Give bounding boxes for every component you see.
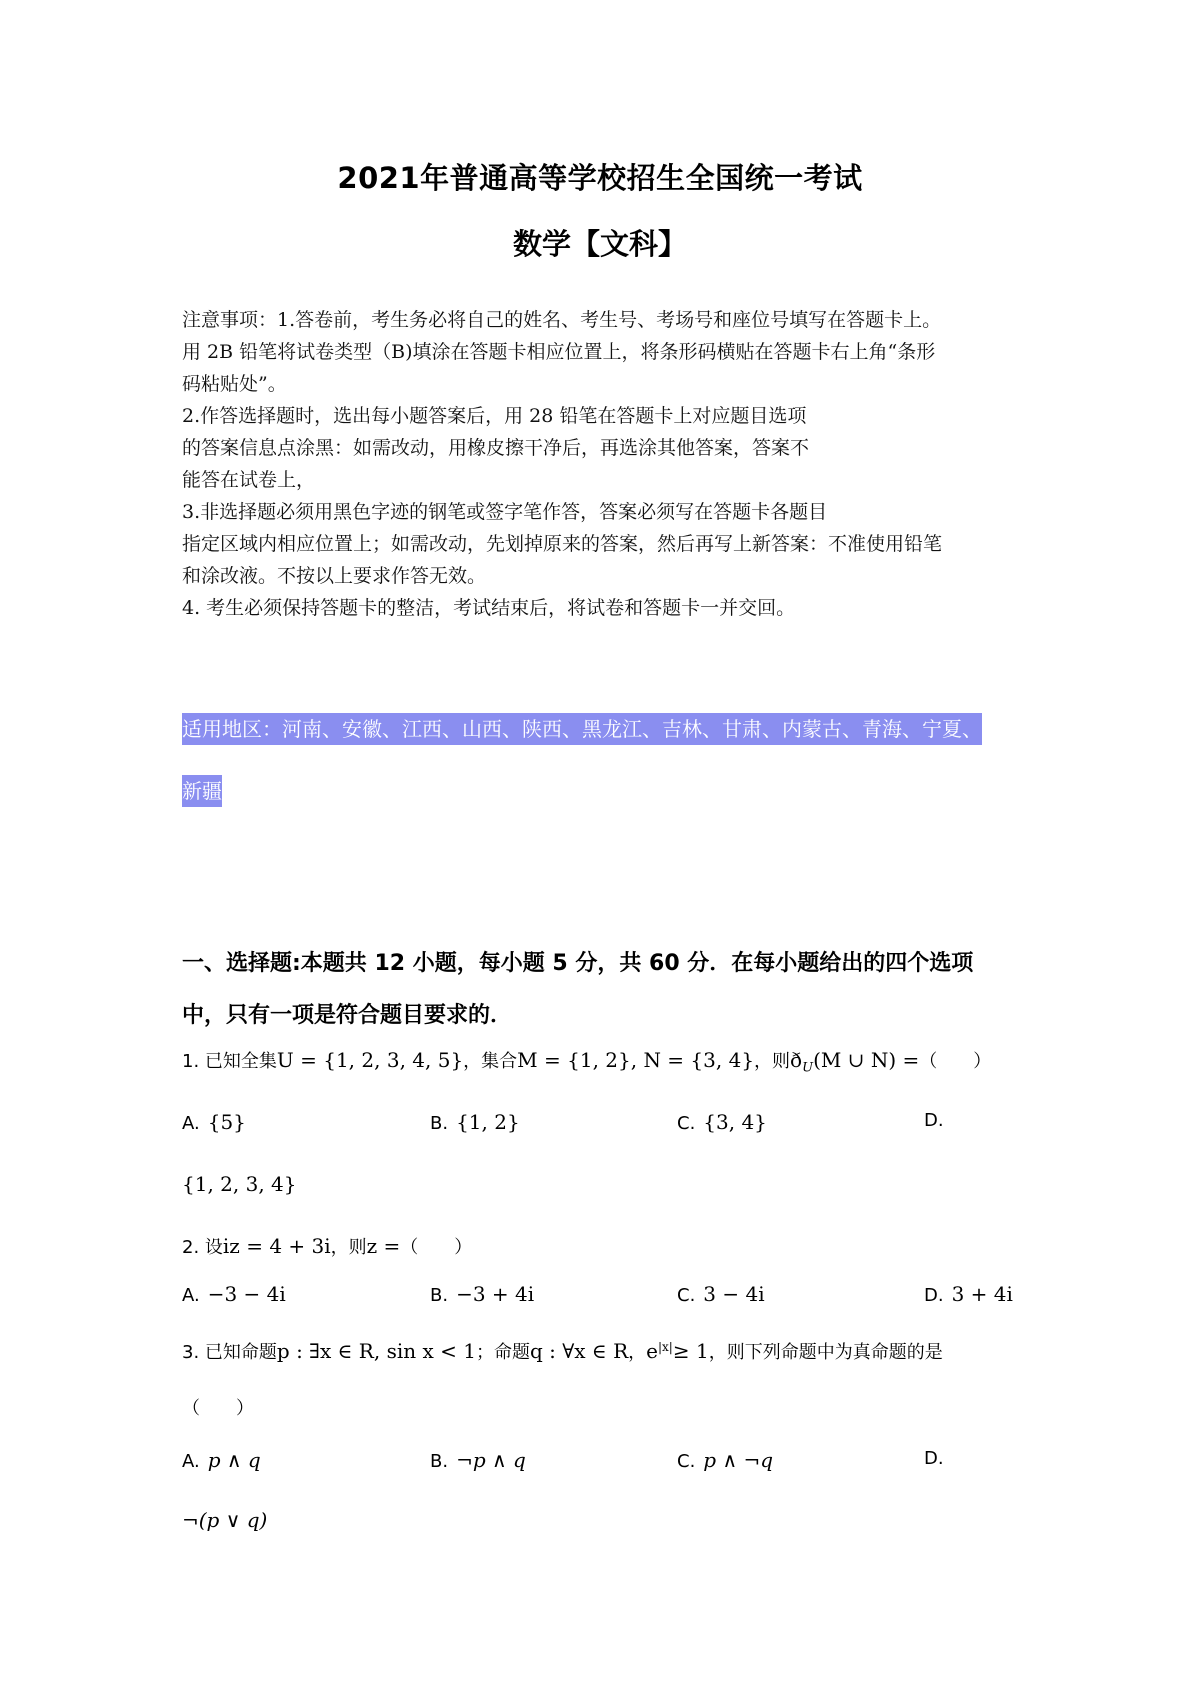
question-paren: （ ）: [919, 1051, 992, 1072]
option-a: A. {5}: [182, 1110, 246, 1134]
question-text: ，则: [754, 1051, 791, 1072]
option-value: −3 + 4i: [456, 1282, 535, 1306]
question-3: [182, 1338, 943, 1364]
notice-block: [182, 304, 1032, 624]
option-d-value: [182, 1172, 297, 1196]
math-expression: ≥ 1: [672, 1339, 709, 1363]
math-expression: (M ∪ N) =: [813, 1048, 920, 1072]
question-text: ，: [628, 1342, 647, 1363]
option-a: A. −3 − 4i: [182, 1282, 286, 1306]
option-d: D.: [924, 1110, 944, 1131]
notice-line: 3.非选择题必须用黑色字迹的钢笔或签字笔作答，答案必须写在答题卡各题目: [182, 501, 828, 523]
option-c: C. {3, 4}: [677, 1110, 767, 1134]
option-value: 3 + 4i: [951, 1282, 1013, 1306]
question-number: 3.: [182, 1342, 205, 1363]
option-a: A. p ∧ q: [182, 1448, 261, 1472]
question-text: ；命题: [475, 1342, 530, 1363]
option-value: {1, 2, 3, 4}: [182, 1172, 297, 1196]
option-d: D.: [924, 1448, 944, 1469]
question-text: 设: [204, 1237, 223, 1258]
math-expression: ð: [790, 1048, 803, 1072]
option-b: B. ¬p ∧ q: [430, 1448, 526, 1472]
notice-line: 和涂改液。不按以上要求作答无效。: [182, 565, 487, 587]
exam-subtitle: 数学【文科】: [512, 227, 687, 261]
question-number: 1.: [182, 1051, 205, 1072]
math-expression: p : ∃x ∈ R, sin x < 1: [276, 1339, 476, 1363]
notice-line: 用 2B 铅笔将试卷类型（B)填涂在答题卡相应位置上，将条形码横贴在答题卡右上角“条形: [182, 341, 936, 363]
question-paren: （ ）: [400, 1237, 473, 1258]
notice-line: 2.作答选择题时，选出每小题答案后，用 28 铅笔在答题卡上对应题目选项: [182, 405, 807, 427]
option-value: {3, 4}: [703, 1110, 767, 1134]
option-c: C. 3 − 4i: [677, 1282, 765, 1306]
notice-line: 码粘贴处”。: [182, 373, 287, 395]
math-expression: q : ∀x ∈ R: [529, 1339, 629, 1363]
applicable-region: [182, 698, 1027, 822]
math-expression: e: [646, 1339, 658, 1363]
option-value: p ∧ q: [207, 1448, 261, 1472]
question-text: ，则下列命题中为真命题的是: [708, 1342, 943, 1363]
notice-line: 指定区域内相应位置上；如需改动，先划掉原来的答案，然后再写上新答案：不准使用铅笔: [182, 533, 943, 555]
region-line: 适用地区：河南、安徽、江西、山西、陕西、黑龙江、吉林、甘肃、内蒙古、青海、宁夏、: [182, 713, 982, 745]
option-value: ¬p ∧ q: [456, 1448, 526, 1472]
option-d-value: [182, 1508, 267, 1532]
question-1: [182, 1047, 991, 1076]
option-b: B. −3 + 4i: [430, 1282, 535, 1306]
math-expression: U = {1, 2, 3, 4, 5}: [276, 1048, 464, 1072]
question-3-paren: （ ）: [182, 1398, 254, 1419]
question-text: ，则: [330, 1237, 367, 1258]
section-heading-line: 一、选择题:本题共 12 小题，每小题 5 分，共 60 分．在每小题给出的四个选项: [182, 951, 974, 976]
math-expression: M = {1, 2}, N = {3, 4}: [517, 1048, 755, 1072]
option-value: {1, 2}: [456, 1110, 520, 1134]
section-heading: [182, 938, 1032, 1042]
region-line: 新疆: [182, 775, 222, 807]
option-value: −3 − 4i: [207, 1282, 286, 1306]
option-value: 3 − 4i: [703, 1282, 765, 1306]
notice-line: 能答在试卷上，: [182, 469, 316, 491]
notice-line: 4. 考生必须保持答题卡的整洁，考试结束后，将试卷和答题卡一并交回。: [182, 597, 796, 619]
section-heading-line: 中，只有一项是符合题目要求的．: [182, 1003, 513, 1028]
question-text: ，集合: [463, 1051, 518, 1072]
notice-line: 的答案信息点涂黑：如需改动，用橡皮擦干净后，再选涂其他答案，答案不: [182, 437, 810, 459]
math-expression: iz = 4 + 3i: [222, 1234, 331, 1258]
math-expression: z =: [366, 1234, 401, 1258]
option-value: ¬(p ∨ q): [182, 1508, 268, 1532]
notice-line: 注意事项：1.答卷前，考生务必将自己的姓名、考生号、考场号和座位号填写在答题卡上。: [182, 309, 942, 331]
question-2: [182, 1233, 472, 1259]
question-text: 已知命题: [204, 1342, 277, 1363]
exam-title: 2021年普通高等学校招生全国统一考试: [337, 161, 863, 195]
math-superscript: |x|: [658, 1340, 673, 1354]
option-value: {5}: [207, 1110, 246, 1134]
question-text: 已知全集: [204, 1051, 277, 1072]
option-d: D. 3 + 4i: [924, 1282, 1013, 1306]
option-b: B. {1, 2}: [430, 1110, 520, 1134]
math-subscript: U: [802, 1060, 814, 1076]
option-c: C. p ∧ ¬q: [677, 1448, 774, 1472]
option-value: p ∧ ¬q: [703, 1448, 774, 1472]
question-number: 2.: [182, 1237, 205, 1258]
